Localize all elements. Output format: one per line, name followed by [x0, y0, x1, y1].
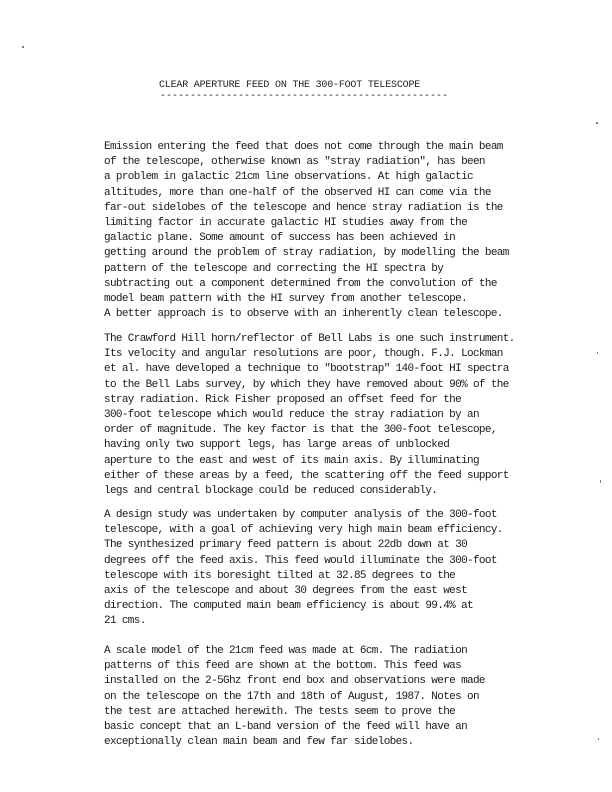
text-line: aperture to the east and west of its main axis. By illuminating: [104, 454, 479, 467]
text-line: A design study was undertaken by computer analysis of the 300-foot: [104, 509, 497, 521]
text-line: on the telescope on the 17th and 18th of August, 1987. Notes on: [104, 690, 479, 703]
text-line: telescope with its boresight tilted at 32.85 degrees to the: [104, 569, 456, 582]
text-line: limiting factor in accurate galactic HI studies away from the: [104, 217, 468, 230]
text-line: degrees off the feed axis. This feed would illuminate the 300-foot: [104, 554, 497, 567]
text-line: model beam pattern with the HI survey from another telescope.: [104, 293, 468, 306]
text-line: subtracting out a component determined from the convolution of the: [104, 277, 497, 290]
paragraph-design-study: [104, 508, 604, 630]
text-line: 21 cms.: [104, 615, 146, 628]
text-line: The Crawford Hill horn/reflector of Bell Labs is one such instrument.: [104, 333, 515, 345]
text-line: order of magnitude. The key factor is that the 300-foot telescope,: [104, 424, 497, 437]
paragraph-bell-labs: [104, 332, 604, 499]
text-line: 300-foot telescope which would reduce the stray radiation by an: [104, 409, 479, 422]
text-line: having only two support legs, has large areas of unblocked: [104, 439, 450, 452]
text-line: galactic plane. Some amount of success has been achieved in: [104, 232, 456, 245]
text-line: to the Bell Labs survey, by which they have removed about 90% of the: [104, 378, 509, 391]
text-line: legs and central blockage could be reduced considerably.: [104, 485, 438, 498]
paragraph-stray-radiation: [104, 140, 604, 322]
title-underline: ------------------------------------------------: [160, 92, 449, 102]
text-line: A scale model of the 21cm feed was made at 6cm. The radiation: [104, 645, 468, 657]
text-line: The synthesized primary feed pattern is about 22db down at 30: [104, 539, 468, 552]
text-line: patterns of this feed are shown at the bottom. This feed was: [104, 660, 462, 673]
text-line: a problem in galactic 21cm line observations. At high galactic: [104, 171, 473, 184]
text-line: of the telescope, otherwise known as "stray radiation", has been: [104, 156, 485, 169]
text-line: either of these areas by a feed, the scattering off the feed support: [104, 469, 509, 482]
text-line: basic concept that an L-band version of the feed will have an: [104, 721, 468, 734]
text-line: et al. have developed a technique to "bootstrap" 140-foot HI spectra: [104, 363, 509, 376]
text-line: pattern of the telescope and correcting the HI spectra by: [104, 262, 444, 275]
text-line: the test are attached herewith. The tests seem to prove the: [104, 705, 456, 718]
text-line: installed on the 2-5Ghz front end box and observations were made: [104, 675, 485, 688]
scan-speck: [596, 122, 598, 124]
scan-speck: [22, 46, 24, 48]
text-line: far-out sidelobes of the telescope and hence stray radiation is the: [104, 201, 503, 214]
document-title: CLEAR APERTURE FEED ON THE 300-FOOT TELESCOPE: [159, 80, 421, 91]
text-line: telescope, with a goal of achieving very high main beam efficiency.: [104, 524, 503, 537]
text-line: direction. The computed main beam efficiency is about 99.4% at: [104, 600, 473, 613]
text-line: altitudes, more than one-half of the observed HI can come via the: [104, 186, 491, 199]
text-line: stray radiation. Rick Fisher proposed an offset feed for the: [104, 393, 462, 406]
text-line: axis of the telescope and about 30 degrees from the east west: [104, 585, 468, 598]
text-line: getting around the problem of stray radiation, by modelling the beam: [104, 247, 509, 260]
text-line: Emission entering the feed that does not come through the main beam: [104, 141, 503, 153]
text-line: Its velocity and angular resolutions are poor, though. F.J. Lockman: [104, 348, 503, 361]
text-line: A better approach is to observe with an inherently clean telescope.: [104, 308, 503, 321]
paragraph-scale-model: [104, 644, 604, 750]
text-line: exceptionally clean main beam and few far sidelobes.: [104, 736, 414, 749]
